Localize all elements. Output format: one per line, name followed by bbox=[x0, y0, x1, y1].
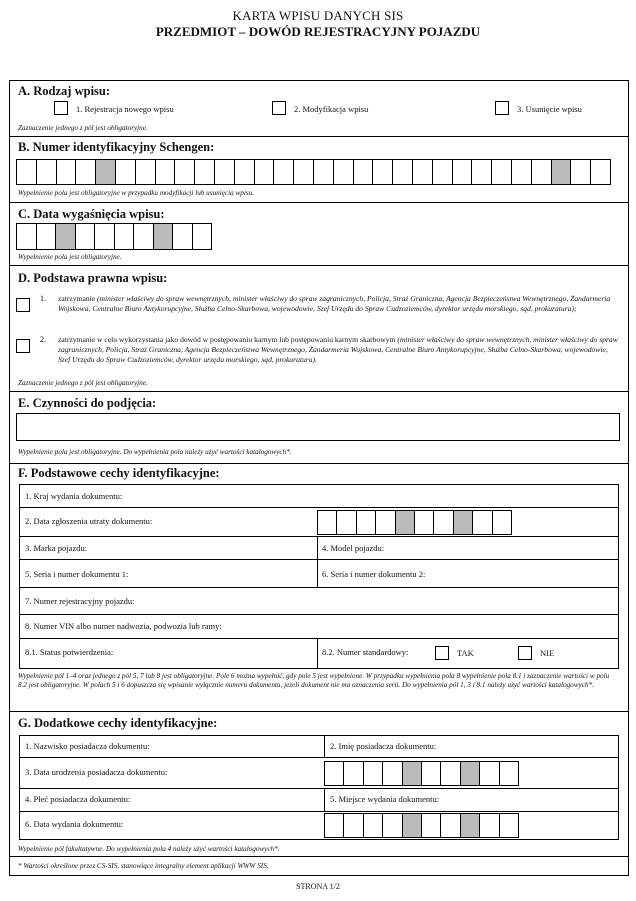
char-box[interactable] bbox=[492, 159, 512, 185]
reason-2-number: 2. bbox=[40, 335, 46, 344]
char-box[interactable] bbox=[393, 159, 413, 185]
label-holder-first-name: 2. Imię posiadacza dokumentu: bbox=[330, 741, 437, 751]
row-registration-number[interactable] bbox=[20, 588, 618, 615]
additional-features-table bbox=[19, 735, 619, 840]
catalog-footnote: * Wartości określone przez CS-SIS, stanowiące integralny element aplikacji WWW SIS. bbox=[18, 862, 269, 870]
char-box[interactable] bbox=[37, 223, 57, 250]
loss-date-grid[interactable] bbox=[317, 510, 512, 535]
char-box[interactable] bbox=[325, 761, 344, 786]
label-tak: TAK bbox=[457, 648, 474, 658]
char-box[interactable] bbox=[274, 159, 294, 185]
label-issue-date: 6. Data wydania dokumentu: bbox=[25, 819, 124, 829]
char-box[interactable] bbox=[441, 761, 460, 786]
label-holder-surname: 1. Nazwisko posiadacza dokumentu: bbox=[25, 741, 150, 751]
char-box[interactable] bbox=[193, 223, 213, 250]
char-box[interactable] bbox=[17, 223, 37, 250]
label-doc-number-2: 6. Seria i numer dokumentu 2: bbox=[322, 569, 426, 579]
section-e-title: E. Czynności do podjęcia: bbox=[18, 396, 157, 410]
label-issuing-country: 1. Kraj wydania dokumentu: bbox=[25, 491, 123, 501]
char-box[interactable] bbox=[215, 159, 235, 185]
label-new-entry: 1. Rejestracja nowego wpisu bbox=[76, 104, 174, 114]
basic-features-table bbox=[19, 484, 619, 669]
char-box[interactable] bbox=[403, 761, 422, 786]
label-standard-number: 8.2. Numer standardowy: bbox=[322, 647, 409, 657]
char-box[interactable] bbox=[354, 159, 374, 185]
char-box[interactable] bbox=[115, 223, 135, 250]
row-status-standard bbox=[20, 639, 618, 668]
char-box[interactable] bbox=[334, 159, 354, 185]
char-box[interactable] bbox=[364, 813, 383, 838]
label-nie: NIE bbox=[540, 648, 555, 658]
char-box[interactable] bbox=[294, 159, 314, 185]
char-box[interactable] bbox=[461, 761, 480, 786]
reason-2-text: zatrzymanie w celu wykorzystania jako dowód w postępowaniu karnym lub postępowaniu karnym skarbowym (minister właściwy do spraw wewnętrznych, minister właściwy do spraw zagranicznych, Policja, Straż Graniczna, Agencja Bezpieczeństwa Wewnętrznego, Żandarmeria Wojskowa, Centralne Biuro Antykorupcyjne, Służba Celno-Skarbowa, wojewodowie, Szef Urzędu do Spraw Cudzoziemców, dyrektor urzędu morskiego, sąd, prokuratura). bbox=[58, 335, 618, 364]
section-d-note: Zaznaczenie jednego z pól jest obligatoryjne. bbox=[18, 379, 148, 387]
label-loss-date: 2. Data zgłoszenia utraty dokumentu: bbox=[25, 516, 153, 526]
char-box[interactable] bbox=[37, 159, 57, 185]
checkbox-reason-seizure[interactable] bbox=[16, 298, 30, 312]
section-f-title: F. Podstawowe cechy identyfikacyjne: bbox=[18, 466, 220, 480]
char-box[interactable] bbox=[173, 223, 193, 250]
row-doc-numbers bbox=[20, 560, 618, 588]
char-box[interactable] bbox=[454, 510, 473, 535]
char-box[interactable] bbox=[56, 223, 76, 250]
char-box[interactable] bbox=[500, 761, 519, 786]
char-box[interactable] bbox=[472, 159, 492, 185]
section-c-title: C. Data wygaśnięcia wpisu: bbox=[18, 207, 165, 221]
char-box[interactable] bbox=[344, 761, 363, 786]
char-box[interactable] bbox=[154, 223, 174, 250]
char-box[interactable] bbox=[591, 159, 611, 185]
label-issue-place: 5. Miejsce wydania dokumentu: bbox=[330, 794, 440, 804]
section-a bbox=[10, 81, 628, 137]
row-issuing-country[interactable] bbox=[20, 485, 618, 508]
label-registration-number: 7. Numer rejestracyjny pojazdu: bbox=[25, 596, 135, 606]
char-box[interactable] bbox=[116, 159, 136, 185]
char-box[interactable] bbox=[96, 159, 116, 185]
row-birth-date[interactable] bbox=[20, 758, 618, 789]
label-confirmation-status: 8.1. Status potwierdzenia: bbox=[25, 647, 114, 657]
char-box[interactable] bbox=[396, 510, 415, 535]
label-vehicle-make: 3. Marka pojazdu: bbox=[25, 543, 88, 553]
char-box[interactable] bbox=[134, 223, 154, 250]
form-subtitle: PRZEDMIOT – DOWÓD REJESTRACYJNY POJAZDU bbox=[155, 24, 481, 39]
section-e bbox=[10, 392, 628, 464]
char-box[interactable] bbox=[156, 159, 176, 185]
char-box[interactable] bbox=[473, 510, 492, 535]
char-box[interactable] bbox=[422, 813, 441, 838]
section-f bbox=[10, 464, 628, 712]
char-box[interactable] bbox=[235, 159, 255, 185]
label-holder-sex: 4. Płeć posiadacza dokumentu: bbox=[25, 794, 131, 804]
char-box[interactable] bbox=[383, 761, 402, 786]
form-container bbox=[9, 80, 629, 876]
section-g-note: Wypełnienie pól fakultatywne. Do wypełnienia pola 4 należy użyć wartości katalogowych*. bbox=[18, 845, 280, 853]
label-vehicle-model: 4. Model pojazdu: bbox=[322, 543, 385, 553]
issue-date-grid[interactable] bbox=[324, 813, 519, 838]
char-box[interactable] bbox=[136, 159, 156, 185]
birth-date-grid[interactable] bbox=[324, 761, 519, 786]
section-b bbox=[10, 137, 628, 203]
label-delete-entry: 3. Usunięcie wpisu bbox=[517, 104, 582, 114]
char-box[interactable] bbox=[383, 813, 402, 838]
section-d bbox=[10, 266, 628, 392]
char-box[interactable] bbox=[453, 159, 473, 185]
reason-1-text: zatrzymanie (minister właściwy do spraw wewnętrznych, minister właściwy do spraw zagranicznych, Policja, Straż Graniczna, Agencja Bezpieczeństwa Wewnętrznego, Żandarmeria Wojskowa, Centralne Biuro Antykorupcyjne, Służba Celno-Skarbowa, wojewodowie, Szef Urzędu do Spraw Cudzoziemców, dyrektor urzędu morskiego, sąd, prokuratura); bbox=[58, 294, 611, 313]
section-g bbox=[10, 712, 628, 857]
char-box[interactable] bbox=[57, 159, 77, 185]
char-box[interactable] bbox=[76, 223, 96, 250]
char-box[interactable] bbox=[413, 159, 433, 185]
char-box[interactable] bbox=[480, 813, 499, 838]
char-box[interactable] bbox=[318, 510, 337, 535]
char-box[interactable] bbox=[500, 813, 519, 838]
char-box[interactable] bbox=[434, 510, 453, 535]
section-b-title: B. Numer identyfikacyjny Schengen: bbox=[18, 140, 215, 154]
label-vin: 8. Numer VIN albo numer nadwozia, podwozia lub ramy: bbox=[25, 621, 222, 631]
section-b-note: Wypełnienie pola jest obligatoryjne w przypadku modyfikacji lub usunięcia wpisu. bbox=[18, 189, 255, 197]
section-e-note: Wypełnienie pola jest obligatoryjne. Do wypełnienia pola należy użyć wartości katalogowych*. bbox=[18, 448, 292, 456]
actions-input[interactable] bbox=[16, 413, 620, 441]
char-box[interactable] bbox=[314, 159, 334, 185]
row-sex-place bbox=[20, 789, 618, 812]
char-box[interactable] bbox=[76, 159, 96, 185]
row-loss-date[interactable] bbox=[20, 508, 618, 537]
char-box[interactable] bbox=[571, 159, 591, 185]
char-box[interactable] bbox=[337, 510, 356, 535]
checkbox-nie[interactable] bbox=[518, 646, 532, 660]
char-box[interactable] bbox=[195, 159, 215, 185]
label-doc-number-1: 5. Seria i numer dokumentu 1: bbox=[25, 569, 129, 579]
row-names bbox=[20, 736, 618, 758]
char-box[interactable] bbox=[461, 813, 480, 838]
checkbox-reason-evidence[interactable] bbox=[16, 339, 30, 353]
char-box[interactable] bbox=[175, 159, 195, 185]
label-modify-entry: 2. Modyfikacja wpisu bbox=[294, 104, 369, 114]
char-box[interactable] bbox=[415, 510, 434, 535]
char-box[interactable] bbox=[344, 813, 363, 838]
row-issue-date[interactable] bbox=[20, 812, 618, 839]
char-box[interactable] bbox=[95, 223, 115, 250]
char-box[interactable] bbox=[512, 159, 532, 185]
section-c bbox=[10, 203, 628, 266]
char-box[interactable] bbox=[325, 813, 344, 838]
checkbox-delete-entry[interactable] bbox=[495, 101, 509, 115]
section-g-title: G. Dodatkowe cechy identyfikacyjne: bbox=[18, 716, 218, 730]
char-box[interactable] bbox=[357, 510, 376, 535]
expiry-date-grid[interactable] bbox=[16, 223, 212, 250]
label-holder-birth-date: 3. Data urodzenia posiadacza dokumentu: bbox=[25, 767, 168, 777]
char-box[interactable] bbox=[480, 761, 499, 786]
char-box[interactable] bbox=[403, 813, 422, 838]
schengen-id-grid[interactable] bbox=[16, 159, 611, 185]
reason-1-number: 1. bbox=[40, 294, 46, 303]
checkbox-new-entry[interactable] bbox=[54, 101, 68, 115]
row-make-model bbox=[20, 537, 618, 560]
char-box[interactable] bbox=[17, 159, 37, 185]
section-f-note: Wypełnienie pól 1–4 oraz jednego z pól 5, 7 lub 8 jest obligatoryjne. Pole 6 można wypełnić, gdy pole 5 jest wypełnione. W przypadku wypełnienia pola 8 wypełnienie pola 8.1 i zaznaczenie wartości w polu 8.2 jest obligatoryjne. W polach 5 i 6 dopuszcza się wpisanie wyłącznie numeru dokumentu, jeżeli dokument nie ma oznaczenia serii. Do wypełnienia pól 1, 3 i 8.1 należy użyć wartości katalogowych*. bbox=[18, 672, 610, 689]
char-box[interactable] bbox=[255, 159, 275, 185]
char-box[interactable] bbox=[552, 159, 572, 185]
char-box[interactable] bbox=[364, 761, 383, 786]
char-box[interactable] bbox=[376, 510, 395, 535]
char-box[interactable] bbox=[532, 159, 552, 185]
section-a-title: A. Rodzaj wpisu: bbox=[18, 84, 111, 98]
checkbox-modify-entry[interactable] bbox=[272, 101, 286, 115]
checkbox-tak[interactable] bbox=[435, 646, 449, 660]
char-box[interactable] bbox=[373, 159, 393, 185]
char-box[interactable] bbox=[493, 510, 512, 535]
section-a-note: Zaznaczenie jednego z pól jest obligatoryjne. bbox=[18, 124, 148, 132]
char-box[interactable] bbox=[441, 813, 460, 838]
page-number: STRONA 1/2 bbox=[296, 882, 340, 891]
section-d-title: D. Podstawa prawna wpisu: bbox=[18, 271, 168, 285]
section-c-note: Wypełnienie pola jest obligatoryjne. bbox=[18, 253, 122, 261]
row-vin[interactable] bbox=[20, 615, 618, 639]
char-box[interactable] bbox=[422, 761, 441, 786]
char-box[interactable] bbox=[433, 159, 453, 185]
form-title: KARTA WPISU DANYCH SIS bbox=[232, 8, 404, 23]
